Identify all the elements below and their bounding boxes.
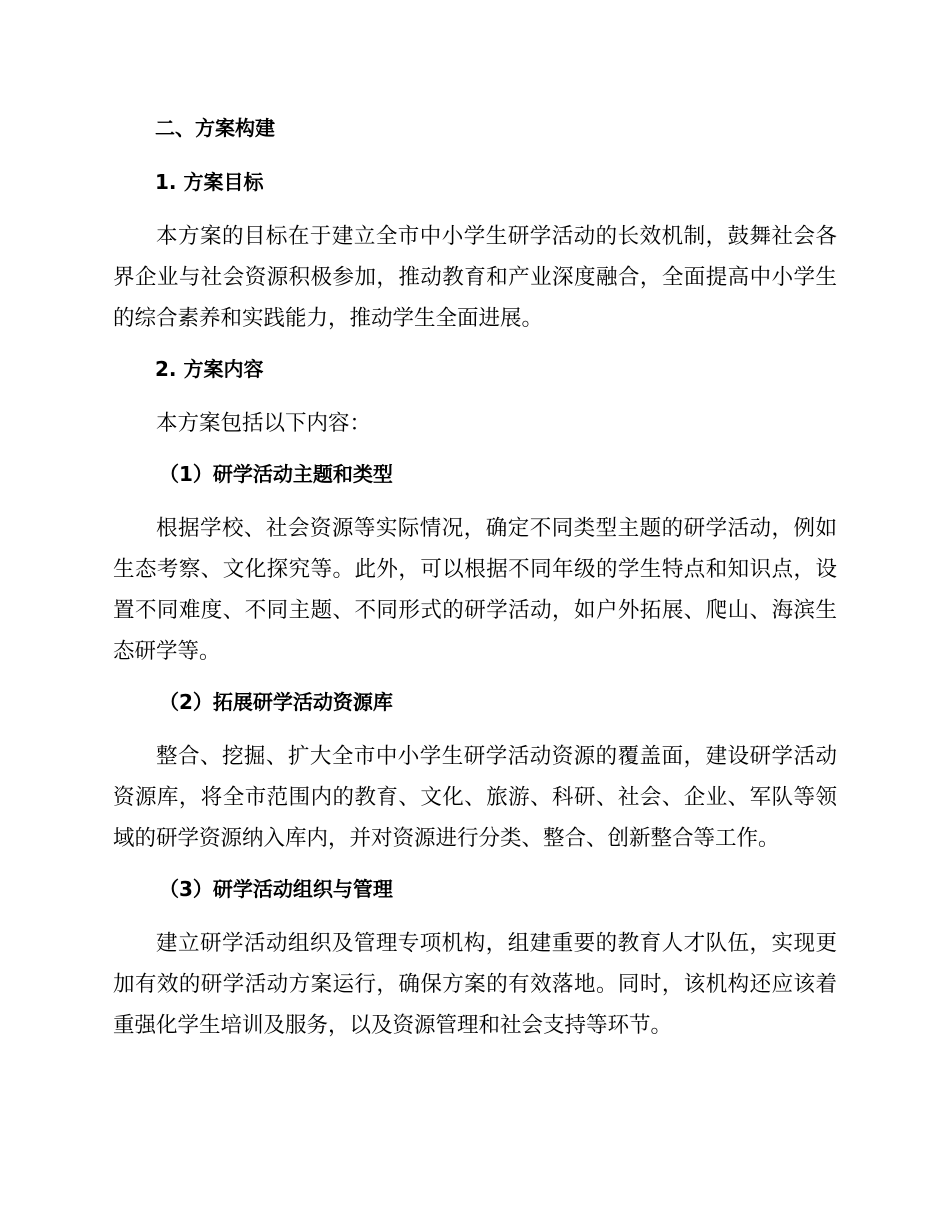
item-1-paragraph: 根据学校、社会资源等实际情况，确定不同类型主题的研学活动，例如生态考察、文化探究等。此外，可以根据不同年级的学生特点和知识点，设置不同难度、不同主题、不同形式的研学活动，如户外拓展、爬山、海滨生态研学等。 [113,516,837,664]
item-1-heading: （1）研学活动主题和类型 [159,462,393,486]
goal-paragraph: 本方案的目标在于建立全市中小学生研学活动的长效机制，鼓舞社会各界企业与社会资源积极参加，推动教育和产业深度融合，全面提高中小学生的综合素养和实践能力，推动学生全面进展。 [113,224,837,331]
item-3-heading: （3）研学活动组织与管理 [159,877,393,901]
item-2-paragraph: 整合、挖掘、扩大全市中小学生研学活动资源的覆盖面，建设研学活动资源库，将全市范围内的教育、文化、旅游、科研、社会、企业、军队等领域的研学资源纳入库内，并对资源进行分类、整合、创新整合等工作。 [113,744,837,851]
goal-heading: 1. 方案目标 [155,170,264,194]
document-body [113,108,837,1056]
item-3-paragraph: 建立研学活动组织及管理专项机构，组建重要的教育人才队伍，实现更加有效的研学活动方案运行，确保方案的有效落地。同时，该机构还应该着重强化学生培训及服务，以及资源管理和社会支持等环节。 [113,931,837,1038]
content-heading: 2. 方案内容 [155,357,264,381]
section-title: 二、方案构建 [155,116,275,140]
item-2-heading: （2）拓展研学活动资源库 [159,690,393,714]
content-intro: 本方案包括以下内容： [156,411,372,436]
